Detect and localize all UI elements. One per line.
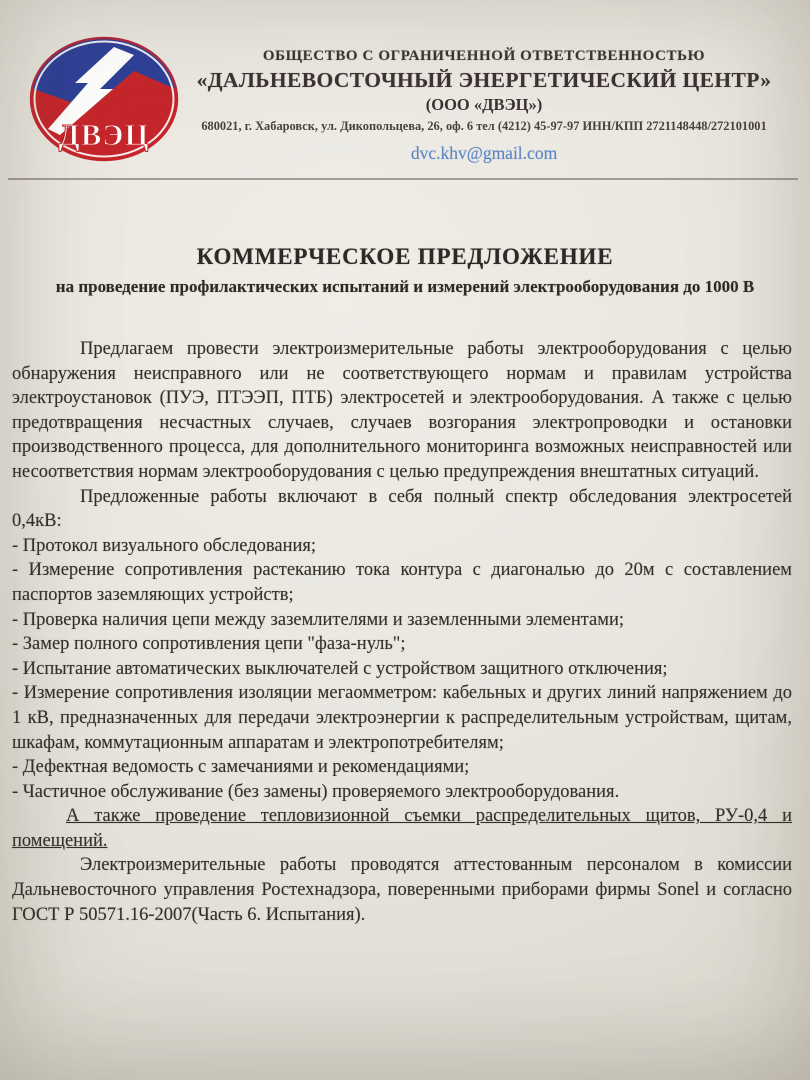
letterhead: [0, 0, 810, 168]
title-block: [0, 244, 810, 297]
work-item-ground-resistance: - Измерение сопротивления растеканию тока контура с диагональю до 20м с составлением паспортов заземляющих устройств;: [12, 560, 792, 605]
document-body: [0, 337, 810, 927]
work-item-defect-list: - Дефектная ведомость с замечаниями и рекомендациями;: [12, 757, 470, 778]
company-email: dvc.khv@gmail.com: [410, 143, 558, 163]
company-logo: [28, 30, 182, 168]
letterhead-text: [182, 30, 796, 164]
document-subtitle: на проведение профилактических испытаний и измерений электрооборудования до 1000 В: [55, 277, 755, 296]
org-type-line: ОБЩЕСТВО С ОГРАНИЧЕННОЙ ОТВЕТСТВЕННОСТЬЮ: [262, 48, 706, 64]
company-short-name: (ООО «ДВЭЦ»): [425, 95, 543, 114]
intro-paragraph: Предлагаем провести электроизмерительные работы электрооборудования с целью обнаружения неисправного или не соответствующего нормам и правилам устройства электроустановок (ПУЭ, ПТЭЭП, ПТБ) электросетей и электрооборудования. А также с целью предотвращения несчастных случаев, случаев возгорания электропроводки и остановки производственного процесса, для дополнительного мониторинга возможных неисправностей или несоответствия нормам электрооборудования с целью предупреждения внештатных ситуаций.: [12, 339, 792, 482]
certification-paragraph: Электроизмерительные работы проводятся аттестованным персоналом в комиссии Дальневосточного управления Ростехнадзора, поверенными приборами фирмы Sonel и согласно ГОСТ Р 50571.16-2007(Часть 6. Испытания).: [12, 855, 792, 925]
work-item-phase-zero: - Замер полного сопротивления цепи "фаза-нуль";: [12, 634, 406, 655]
work-item-partial-service: - Частичное обслуживание (без замены) проверяемого электрооборудования.: [12, 781, 620, 802]
dvec-logo-icon: [28, 35, 180, 163]
work-item-insulation-measurement: - Измерение сопротивления изоляции мегаомметром: кабельных и других линий напряжением до 1 кВ, предназначенных для передачи электроэнергии к распределительным устройствам, щитам, шкафам, коммутационным аппаратам и электропотребителям;: [12, 683, 792, 753]
company-name: «ДАЛЬНЕВОСТОЧНЫЙ ЭНЕРГЕТИЧЕСКИЙ ЦЕНТР»: [196, 68, 772, 92]
scope-paragraph: Предложенные работы включают в себя полный спектр обследования электросетей 0,4кВ:: [12, 486, 792, 532]
header-divider: [8, 178, 798, 180]
thermal-imaging-note: А также проведение тепловизионной съемки распределительных щитов, РУ-0,4 и помещений.: [12, 806, 792, 851]
document-title: КОММЕРЧЕСКОЕ ПРЕДЛОЖЕНИЕ: [196, 244, 614, 269]
work-item-breaker-testing: - Испытание автоматических выключателей с устройством защитного отключения;: [12, 658, 668, 679]
logo-text: ДВЭЦ: [58, 117, 150, 152]
work-item-visual-inspection: - Протокол визуального обследования;: [12, 535, 317, 556]
company-address: 680021, г. Хабаровск, ул. Дикопольцева, 26, оф. 6 тел (4212) 45-97-97 ИНН/КПП 2721148448/272101001: [201, 119, 767, 133]
work-item-circuit-check: - Проверка наличия цепи между заземлителями и заземленными элементами;: [12, 609, 625, 630]
